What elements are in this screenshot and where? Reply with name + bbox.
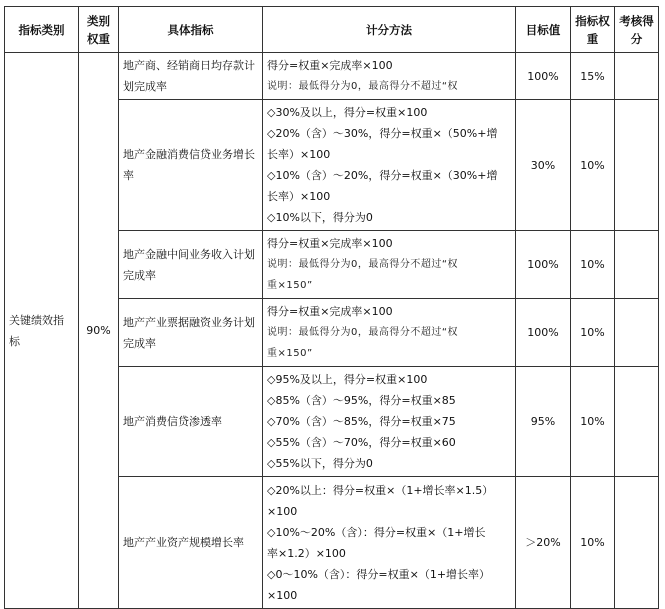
method-line: ◇95%及以上，得分=权重×100	[267, 373, 428, 386]
header-method: 计分方法	[263, 7, 516, 53]
indicator-weight: 10%	[571, 100, 615, 231]
indicator-weight: 15%	[571, 53, 615, 100]
method-line: 长率）×100	[267, 148, 331, 161]
method-line: 得分=权重×完成率×100	[267, 305, 393, 318]
method-line: ◇10%以下，得分为0	[267, 211, 373, 224]
indicator-weight: 10%	[571, 477, 615, 609]
indicator-name: 地产商、经销商日均存款计划完成率	[119, 53, 263, 100]
method-line: ×100	[267, 504, 298, 518]
target-value: 95%	[516, 367, 571, 477]
method-line: ◇20%以上：得分=权重×（1+增长率×1.5）	[267, 483, 494, 497]
scoring-method	[263, 100, 516, 231]
header-target: 目标值	[516, 7, 571, 53]
target-value: ＞20%	[516, 477, 571, 609]
header-category-weight: 类别权重	[79, 7, 119, 53]
indicator-name: 地产金融中间业务收入计划完成率	[119, 231, 263, 299]
header-indicator: 具体指标	[119, 7, 263, 53]
scoring-method	[263, 367, 516, 477]
score-cell[interactable]	[615, 231, 659, 299]
method-line: 得分=权重×完成率×100	[267, 59, 393, 72]
indicator-name: 地产产业票据融资业务计划完成率	[119, 299, 263, 367]
target-value: 100%	[516, 231, 571, 299]
indicator-name: 地产金融消费信贷业务增长率	[119, 100, 263, 231]
kpi-table	[4, 6, 659, 609]
indicator-name: 地产产业资产规模增长率	[119, 477, 263, 609]
method-line: 长率）×100	[267, 190, 331, 203]
scoring-method	[263, 53, 516, 100]
method-line: ◇10%（含）～20%，得分=权重×（30%+增	[267, 169, 498, 182]
method-line: ◇55%以下，得分为0	[267, 457, 373, 470]
category-name: 关键绩效指标	[5, 53, 79, 609]
header-indicator-weight: 指标权重	[571, 7, 615, 53]
target-value: 30%	[516, 100, 571, 231]
header-category: 指标类别	[5, 7, 79, 53]
target-value: 100%	[516, 299, 571, 367]
method-line: ◇70%（含）～85%，得分=权重×75	[267, 415, 456, 428]
method-line: ◇20%（含）～30%，得分=权重×（50%+增	[267, 127, 498, 140]
scoring-method	[263, 231, 516, 299]
method-line: ◇55%（含）～70%，得分=权重×60	[267, 436, 456, 449]
method-note: 重×150”	[267, 280, 313, 291]
header-score: 考核得分	[615, 7, 659, 53]
table-row	[5, 53, 659, 100]
method-note: 说明：最低得分为0，最高得分不超过“权	[267, 327, 459, 338]
method-line: ×100	[267, 588, 298, 602]
indicator-weight: 10%	[571, 367, 615, 477]
score-cell[interactable]	[615, 299, 659, 367]
method-line: ◇85%（含）～95%，得分=权重×85	[267, 394, 456, 407]
score-cell[interactable]	[615, 100, 659, 231]
method-note: 说明：最低得分为0，最高得分不超过“权	[267, 81, 459, 92]
header-row	[5, 7, 659, 53]
method-line: ◇10%～20%（含）：得分=权重×（1+增长	[267, 525, 486, 539]
method-line: 得分=权重×完成率×100	[267, 237, 393, 250]
scoring-method	[263, 299, 516, 367]
score-cell[interactable]	[615, 477, 659, 609]
scoring-method	[263, 477, 516, 609]
indicator-name: 地产消费信贷渗透率	[119, 367, 263, 477]
method-note: 重×150”	[267, 348, 313, 359]
score-cell[interactable]	[615, 367, 659, 477]
target-value: 100%	[516, 53, 571, 100]
method-note: 说明：最低得分为0，最高得分不超过“权	[267, 259, 459, 270]
score-cell[interactable]	[615, 53, 659, 100]
method-line: ◇30%及以上，得分=权重×100	[267, 106, 428, 119]
indicator-weight: 10%	[571, 231, 615, 299]
method-line: ◇0～10%（含）：得分=权重×（1+增长率）	[267, 567, 491, 581]
method-line: 率×1.2）×100	[267, 546, 346, 560]
indicator-weight: 10%	[571, 299, 615, 367]
category-weight: 90%	[79, 53, 119, 609]
